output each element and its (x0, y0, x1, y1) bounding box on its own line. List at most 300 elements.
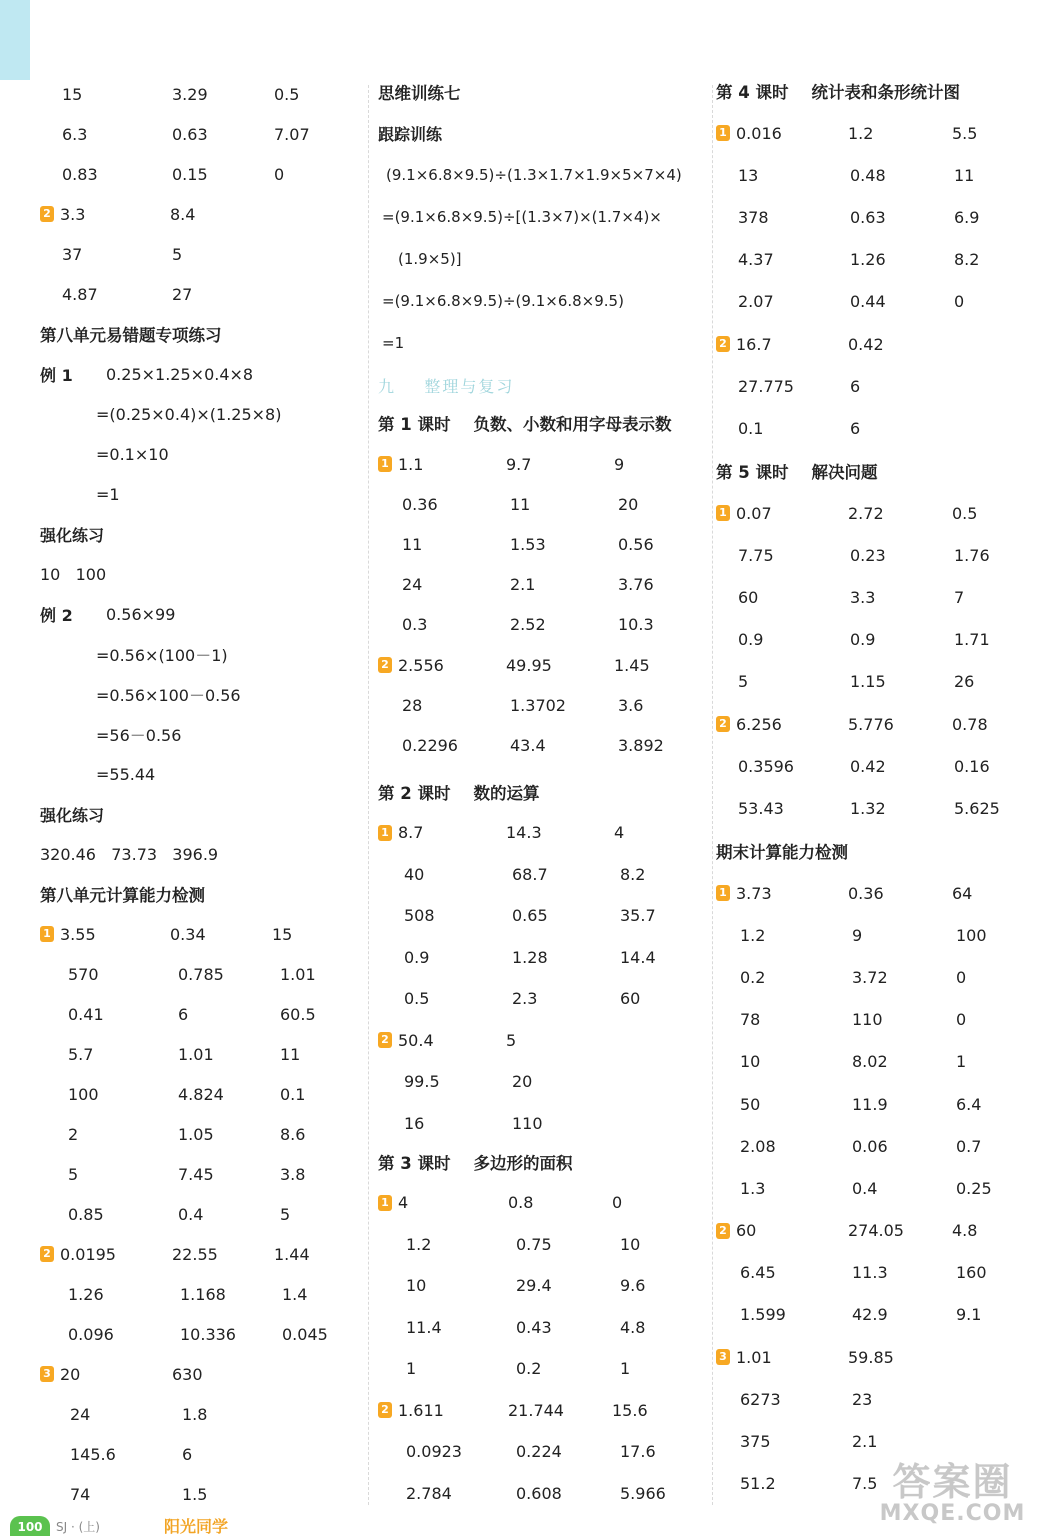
answer-cell: 4.824 (178, 1084, 224, 1104)
top-answers (40, 74, 358, 314)
answer-cell: 10.336 (180, 1324, 236, 1344)
answer-cell: 0.5 (952, 503, 978, 523)
practice-label: 强化练习 (40, 805, 105, 825)
answer-cell: 0.8 (508, 1193, 534, 1213)
practice-label: 强化练习 (40, 525, 105, 545)
column-3 (716, 0, 1036, 1536)
answer-cell: 0.4 (852, 1178, 878, 1198)
example-label: 例 2 (40, 605, 73, 625)
answer-cell: 0.0923 (406, 1442, 462, 1462)
question-number-icon: 2 (378, 1032, 392, 1048)
answer-cell: 3.55 (60, 924, 96, 944)
answer-cell: 0 (956, 967, 967, 987)
answer-cell: 0.096 (68, 1324, 114, 1344)
answer-cell: 0.5 (274, 84, 300, 104)
answer-cell: 3.3 (850, 587, 876, 607)
answer-cell: 10 (620, 1234, 641, 1254)
answer-cell: 99.5 (404, 1072, 440, 1092)
answer-cell: 3.3 (60, 204, 86, 224)
answer-cell: 378 (738, 207, 769, 227)
answer-cell: 1.44 (274, 1244, 310, 1264)
answer-cell: 22.55 (172, 1244, 218, 1264)
answer-row (716, 1167, 1036, 1209)
answer-cell: 0.608 (516, 1483, 562, 1503)
answer-row (716, 323, 1036, 365)
unit8-error-practice (40, 314, 358, 874)
answer-cell: 6 (182, 1444, 193, 1464)
section-heading: 第八单元易错题专项练习 (40, 326, 222, 345)
answer-row (378, 1224, 708, 1266)
answer-row (40, 1354, 358, 1394)
answer-row (378, 444, 708, 484)
question-number-icon: 2 (716, 336, 730, 352)
answer-row (716, 492, 1036, 534)
answer-cell: 0.9 (850, 630, 876, 650)
answer-cell: 7.45 (178, 1164, 214, 1184)
answer-cell: 8.6 (280, 1124, 306, 1144)
expression-line: =0.56×100－0.56 (96, 685, 241, 705)
answer-cell: 1.01 (280, 964, 316, 984)
answer-row (40, 114, 358, 154)
answer-cell: 0.75 (516, 1234, 552, 1254)
answer-cell: 4 (398, 1193, 409, 1213)
answer-row (40, 1314, 358, 1354)
answer-row (40, 1274, 358, 1314)
answer-cell: 5.7 (68, 1044, 94, 1064)
answer-cell: 0.9 (404, 947, 430, 967)
answer-cell: 0.0195 (60, 1244, 116, 1264)
answer-cell: 2.52 (510, 615, 546, 635)
answer-cell: 15 (272, 924, 293, 944)
watermark-url: MXQE.COM (879, 1501, 1026, 1526)
answer-row (40, 994, 358, 1034)
answer-cell: 50.4 (398, 1030, 434, 1050)
lesson-5 (716, 450, 1036, 830)
answer-cell: 9.6 (620, 1276, 646, 1296)
answer-row (716, 787, 1036, 829)
answer-cell: 1.8 (182, 1404, 208, 1424)
answer-cell: 3.73 (736, 883, 772, 903)
expression-line: =(0.25×0.4)×(1.25×8) (96, 404, 282, 424)
answer-cell: 64 (952, 883, 973, 903)
answer-cell: 9.7 (506, 454, 532, 474)
answer-row (716, 1378, 1036, 1420)
answer-row (378, 1020, 708, 1062)
answer-cell: 60 (738, 587, 759, 607)
expression-line: 0.25×1.25×0.4×8 (106, 364, 254, 384)
question-number-icon: 1 (378, 456, 392, 472)
answer-cell: 0.34 (170, 924, 206, 944)
edition-label: SJ · (上) (56, 1520, 100, 1534)
answer-cell: 5.966 (620, 1483, 666, 1503)
answer-row (716, 1294, 1036, 1336)
answer-cell: 29.4 (516, 1276, 552, 1296)
answer-cell: 42.9 (852, 1305, 888, 1325)
answer-cell: 0.42 (848, 334, 884, 354)
question-number-icon: 1 (40, 926, 54, 942)
answer-cell: 0.7 (956, 1136, 982, 1156)
section-heading: 第八单元计算能力检测 (40, 886, 205, 905)
column-divider (712, 85, 713, 1505)
answer-row (716, 1041, 1036, 1083)
answer-cell: 0.16 (954, 756, 990, 776)
answer-cell: 1.599 (740, 1305, 786, 1325)
answer-cell: 0.48 (850, 165, 886, 185)
answer-cell: 14.3 (506, 823, 542, 843)
answer-cell: 3.72 (852, 967, 888, 987)
answer-row (378, 1473, 708, 1515)
answer-cell: 0.44 (850, 292, 886, 312)
answer-cell: 1.32 (850, 798, 886, 818)
expression-line: =1 (382, 334, 405, 352)
answer-cell: 4.8 (620, 1317, 646, 1337)
example-2 (40, 594, 358, 634)
answer-cell: 0.06 (852, 1136, 888, 1156)
answer-cell: 1.53 (510, 534, 546, 554)
answer-row (716, 703, 1036, 745)
answer-row (378, 1182, 708, 1224)
answer-cell: 160 (956, 1263, 987, 1283)
expression-line: =56－0.56 (96, 725, 182, 745)
answer-row (40, 274, 358, 314)
answer-cell: 7 (954, 587, 965, 607)
answer-cell: 6.256 (736, 714, 782, 734)
answer-cell: 43.4 (510, 735, 546, 755)
answer-cell: 0.36 (402, 494, 438, 514)
answer-cell: 49.95 (506, 655, 552, 675)
answer-row (378, 484, 708, 524)
answer-row (40, 914, 358, 954)
tracking-label: 跟踪训练 (378, 124, 443, 144)
answer-cell: 0.85 (68, 1204, 104, 1224)
expression-line: =0.56×(100－1) (96, 645, 228, 665)
answer-row (378, 645, 708, 685)
question-number-icon: 2 (40, 206, 54, 222)
answer-cell: 53.43 (738, 798, 784, 818)
answer-cell: 4.37 (738, 250, 774, 270)
answer-row (378, 978, 708, 1020)
answer-row (40, 74, 358, 114)
example-label: 例 1 (40, 365, 73, 385)
answer-cell: 16 (404, 1113, 425, 1133)
answer-cell: 8.2 (954, 250, 980, 270)
answer-row (40, 1034, 358, 1074)
example-1 (40, 354, 358, 394)
answer-row (40, 1234, 358, 1274)
answer-row (716, 576, 1036, 618)
question-number-icon: 1 (716, 505, 730, 521)
answer-row (716, 956, 1036, 998)
answer-cell: 0.016 (736, 123, 782, 143)
answer-row (40, 1394, 358, 1434)
answer-row (716, 281, 1036, 323)
answer-cell: 0.9 (738, 630, 764, 650)
answer-cell: 0.83 (62, 164, 98, 184)
answer-cell: 5 (280, 1204, 291, 1224)
answer-cell: 20 (60, 1364, 81, 1384)
question-number-icon: 1 (716, 125, 730, 141)
answer-cell: 5 (68, 1164, 79, 1184)
answer-row (378, 725, 708, 765)
answer-row (40, 234, 358, 274)
answer-cell: 7.75 (738, 545, 774, 565)
answer-row (378, 1390, 708, 1432)
answer-row (716, 872, 1036, 914)
answer-cell: 1.76 (954, 545, 990, 565)
expression-line: =1 (96, 484, 120, 504)
answer-row (40, 1474, 358, 1514)
answer-cell: 13 (738, 165, 759, 185)
answer-cell: 1.26 (68, 1284, 104, 1304)
answer-row (378, 1265, 708, 1307)
answer-cell: 570 (68, 964, 99, 984)
expression-line: =0.1×10 (96, 444, 169, 464)
thinking-training (378, 72, 708, 406)
answer-cell: 9.1 (956, 1305, 982, 1325)
answer-cell: 0.3 (402, 615, 428, 635)
answer-cell: 20 (512, 1072, 533, 1092)
column-2 (378, 0, 708, 1536)
answer-cell: 1.05 (178, 1124, 214, 1144)
answer-row (716, 1125, 1036, 1167)
answer-cell: 35.7 (620, 906, 656, 926)
answer-cell: 6 (850, 376, 861, 396)
lesson-2 (378, 772, 708, 1144)
answer-cell: 74 (70, 1484, 91, 1504)
answer-cell: 24 (70, 1404, 91, 1424)
answer-row (716, 1336, 1036, 1378)
answer-cell: 3.6 (618, 695, 644, 715)
answer-cell: 5.776 (848, 714, 894, 734)
answer-cell: 11.4 (406, 1317, 442, 1337)
answer-cell: 5 (738, 672, 749, 692)
practice-answers: 320.46 73.73 396.9 (40, 844, 219, 864)
answer-cell: 10 (406, 1276, 427, 1296)
answer-cell: 1.3702 (510, 695, 566, 715)
answer-row (716, 999, 1036, 1041)
answer-cell: 0.23 (850, 545, 886, 565)
answer-cell: 10 (740, 1052, 761, 1072)
answer-cell: 11.3 (852, 1263, 888, 1283)
answer-cell: 5 (506, 1030, 517, 1050)
answer-cell: 1.71 (954, 630, 990, 650)
answer-row (40, 1074, 358, 1114)
answer-row (716, 1420, 1036, 1462)
answer-row (716, 745, 1036, 787)
section-heading: 第 2 课时 数的运算 (378, 784, 540, 803)
answer-cell: 28 (402, 695, 423, 715)
answer-cell: 0.785 (178, 964, 224, 984)
answer-cell: 0.07 (736, 503, 772, 523)
answer-row (378, 1061, 708, 1103)
answer-cell: 3.892 (618, 735, 664, 755)
answer-cell: 100 (956, 925, 987, 945)
answer-row (716, 914, 1036, 956)
answer-cell: 4.87 (62, 284, 98, 304)
answer-cell: 0.78 (952, 714, 988, 734)
answer-cell: 15 (62, 84, 83, 104)
question-number-icon: 2 (378, 1402, 392, 1418)
answer-cell: 0 (956, 1010, 967, 1030)
answer-cell: 0.2 (740, 967, 766, 987)
question-number-icon: 1 (716, 885, 730, 901)
unit8-calc-test (40, 874, 358, 1514)
lesson-4 (716, 70, 1036, 450)
answer-cell: 1.2 (406, 1234, 432, 1254)
answer-cell: 51.2 (740, 1474, 776, 1494)
answer-cell: 60.5 (280, 1004, 316, 1024)
answer-cell: 0.1 (738, 418, 764, 438)
answer-cell: 2.07 (738, 292, 774, 312)
answer-cell: 11 (280, 1044, 301, 1064)
section-heading: 第 3 课时 多边形的面积 (378, 1154, 573, 1173)
answer-cell: 2.556 (398, 655, 444, 675)
answer-cell: 16.7 (736, 334, 772, 354)
answer-cell: 6 (178, 1004, 189, 1024)
answer-row (40, 1114, 358, 1154)
answer-cell: 20 (618, 494, 639, 514)
question-number-icon: 1 (378, 1195, 392, 1211)
final-test (716, 830, 1036, 1505)
answer-cell: 1.28 (512, 947, 548, 967)
answer-cell: 0.045 (282, 1324, 328, 1344)
answer-cell: 0.36 (848, 883, 884, 903)
answer-cell: 1.5 (182, 1484, 208, 1504)
question-number-icon: 3 (716, 1349, 730, 1365)
answer-cell: 0.63 (850, 207, 886, 227)
answer-row (716, 1210, 1036, 1252)
answer-cell: 27.775 (738, 376, 794, 396)
answer-cell: 0.56 (618, 534, 654, 554)
answer-row (378, 1348, 708, 1390)
answer-cell: 9 (852, 925, 863, 945)
answer-cell: 0.2296 (402, 735, 458, 755)
question-number-icon: 2 (716, 716, 730, 732)
answer-cell: 630 (172, 1364, 203, 1384)
answer-row (378, 565, 708, 605)
answer-cell: 7.5 (852, 1474, 878, 1494)
answer-row (378, 605, 708, 645)
answer-cell: 0.5 (404, 989, 430, 1009)
answer-cell: 10.3 (618, 615, 654, 635)
answer-cell: 0.63 (172, 124, 208, 144)
practice-answers: 10 100 (40, 564, 107, 584)
question-number-icon: 2 (716, 1223, 730, 1239)
answer-cell: 59.85 (848, 1347, 894, 1367)
answer-row (378, 895, 708, 937)
answer-cell: 1.2 (740, 925, 766, 945)
expression-line: (9.1×6.8×9.5)÷(1.3×1.7×1.9×5×7×4) (386, 166, 682, 184)
answer-cell: 0.42 (850, 756, 886, 776)
brand-logo: 阳光同学 (164, 1517, 229, 1536)
answer-cell: 1.01 (178, 1044, 214, 1064)
answer-row (378, 812, 708, 854)
column-divider (368, 85, 369, 1505)
answer-cell: 0.4 (178, 1204, 204, 1224)
answer-cell: 26 (954, 672, 975, 692)
answer-cell: 0 (612, 1193, 623, 1213)
answer-cell: 24 (402, 575, 423, 595)
question-number-icon: 3 (40, 1366, 54, 1382)
answer-cell: 1 (620, 1359, 631, 1379)
answer-cell: 375 (740, 1432, 771, 1452)
answer-cell: 2.784 (406, 1483, 452, 1503)
corner-decoration (0, 0, 30, 80)
answer-row (40, 194, 358, 234)
answer-cell: 1.3 (740, 1178, 766, 1198)
answer-cell: 78 (740, 1010, 761, 1030)
answer-cell: 1 (406, 1359, 417, 1379)
answer-cell: 1.15 (850, 672, 886, 692)
answer-cell: 6273 (740, 1389, 781, 1409)
answer-row (716, 1252, 1036, 1294)
answer-cell: 11 (510, 494, 531, 514)
answer-cell: 0.25 (956, 1178, 992, 1198)
answer-row (716, 534, 1036, 576)
answer-cell: 50 (740, 1094, 761, 1114)
answer-cell: 1.611 (398, 1400, 444, 1420)
expression-line: (1.9×5)] (398, 250, 462, 268)
answer-cell: 145.6 (70, 1444, 116, 1464)
section-heading: 第 1 课时 负数、小数和用字母表示数 (378, 415, 672, 434)
answer-cell: 0 (954, 292, 965, 312)
answer-cell: 2 (68, 1124, 79, 1144)
answer-cell: 2.08 (740, 1136, 776, 1156)
answer-cell: 100 (68, 1084, 99, 1104)
answer-cell: 9 (614, 454, 625, 474)
answer-cell: 0.15 (172, 164, 208, 184)
answer-row (378, 937, 708, 979)
answer-cell: 508 (404, 906, 435, 926)
answer-row (378, 1103, 708, 1145)
answer-row (716, 1083, 1036, 1125)
section-heading: 第 4 课时 统计表和条形统计图 (716, 83, 960, 102)
answer-cell: 3.29 (172, 84, 208, 104)
answer-cell: 0 (274, 164, 285, 184)
answer-cell: 1 (956, 1052, 967, 1072)
answer-row (716, 661, 1036, 703)
answer-cell: 110 (852, 1010, 883, 1030)
answer-cell: 8.4 (170, 204, 196, 224)
answer-cell: 14.4 (620, 947, 656, 967)
question-number-icon: 1 (378, 825, 392, 841)
answer-row (716, 112, 1036, 154)
answer-cell: 5.625 (954, 798, 1000, 818)
answer-cell: 7.07 (274, 124, 310, 144)
answer-cell: 3.76 (618, 575, 654, 595)
answer-row (40, 954, 358, 994)
section-heading: 期末计算能力检测 (716, 843, 848, 862)
answer-cell: 15.6 (612, 1400, 648, 1420)
answer-cell: 60 (620, 989, 641, 1009)
expression-line: 0.56×99 (106, 604, 176, 624)
answer-row (40, 1434, 358, 1474)
answer-cell: 0.1 (280, 1084, 306, 1104)
answer-cell: 0.224 (516, 1442, 562, 1462)
answer-cell: 0.41 (68, 1004, 104, 1024)
answer-cell: 2.1 (852, 1432, 878, 1452)
answer-row (716, 154, 1036, 196)
answer-cell: 274.05 (848, 1221, 904, 1241)
answer-row (40, 1194, 358, 1234)
answer-cell: 6.45 (740, 1263, 776, 1283)
answer-cell: 2.3 (512, 989, 538, 1009)
answer-cell: 1.1 (398, 454, 424, 474)
answer-cell: 2.1 (510, 575, 536, 595)
lesson-3 (378, 1142, 708, 1514)
answer-cell: 5.5 (952, 123, 978, 143)
section-heading: 第 5 课时 解决问题 (716, 463, 878, 482)
